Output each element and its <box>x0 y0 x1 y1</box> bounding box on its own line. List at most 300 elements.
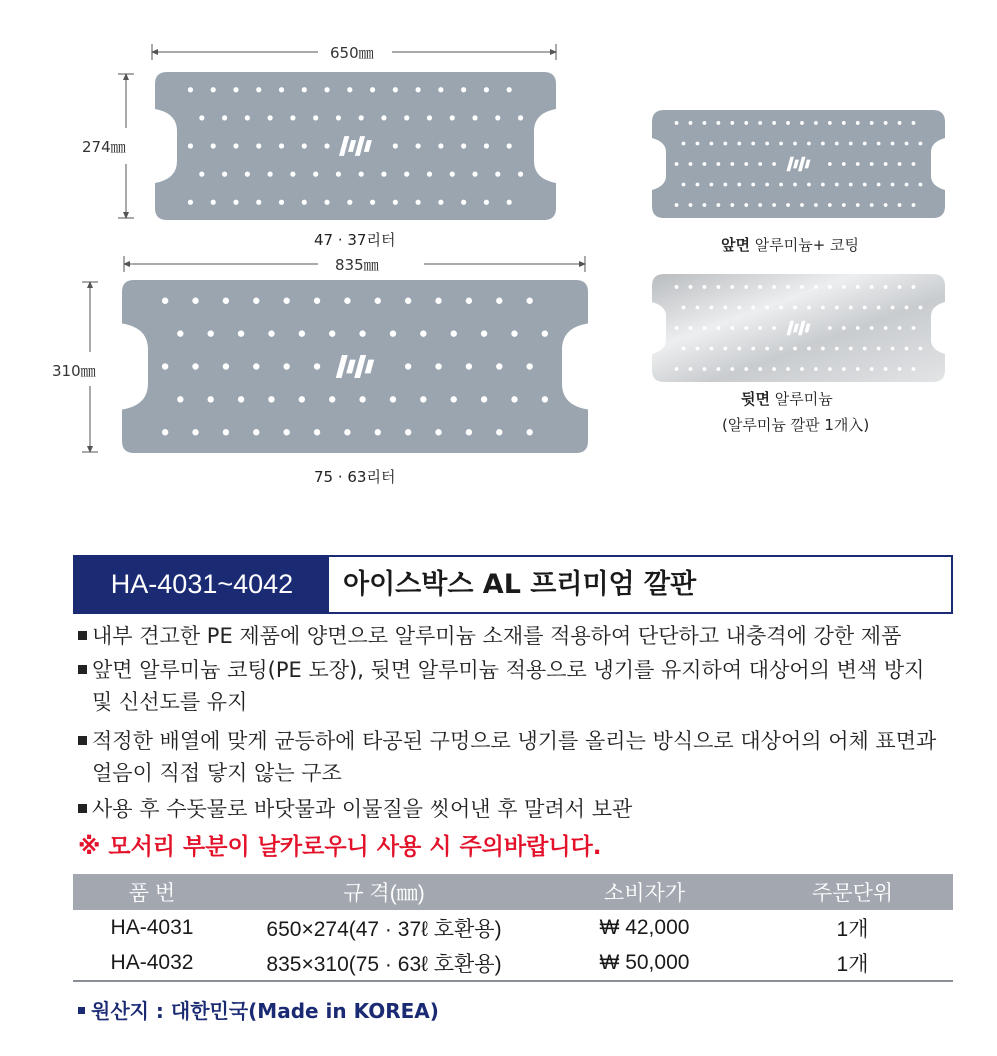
perforation-hole <box>800 203 804 207</box>
table-header-row <box>73 874 953 910</box>
feature-bullet-3-cont: 얼음이 직접 닿지 않는 구조 <box>92 761 342 785</box>
back-caption <box>741 388 833 409</box>
perforation-hole <box>744 162 748 166</box>
perforation-hole <box>765 347 769 351</box>
table-row <box>73 945 953 981</box>
perforation-hole <box>891 306 895 310</box>
perforation-hole <box>689 367 693 371</box>
perforation-hole <box>716 162 720 166</box>
perforation-hole <box>793 306 797 310</box>
perforation-hole <box>730 285 734 289</box>
perforation-hole <box>877 183 881 187</box>
perforation-hole <box>703 162 707 166</box>
perforation-hole <box>223 363 229 369</box>
perforation-hole <box>404 172 409 177</box>
perforation-hole <box>793 183 797 187</box>
perforation-hole <box>716 285 720 289</box>
perforation-hole <box>884 285 888 289</box>
perforation-hole <box>420 396 426 402</box>
perforation-hole <box>919 347 923 351</box>
perforation-hole <box>222 172 227 177</box>
perforation-hole <box>511 330 517 336</box>
header-order-unit: 주문단위 <box>752 874 953 910</box>
small-capacity-caption: 47 · 37리터 <box>314 231 396 249</box>
perforation-hole <box>870 121 874 125</box>
perforation-hole <box>870 326 874 330</box>
perforation-hole <box>208 330 214 336</box>
perforation-hole <box>905 142 909 146</box>
perforation-hole <box>211 200 216 205</box>
perforation-hole <box>390 330 396 336</box>
perforation-hole <box>905 347 909 351</box>
perforation-hole <box>359 115 364 120</box>
perforation-hole <box>253 298 259 304</box>
perforation-hole <box>484 143 489 148</box>
perforation-hole <box>898 326 902 330</box>
perforation-hole <box>484 200 489 205</box>
perforation-hole <box>675 203 679 207</box>
perforation-hole <box>450 115 455 120</box>
perforation-hole <box>192 298 198 304</box>
perforation-hole <box>877 306 881 310</box>
perforation-hole <box>324 200 329 205</box>
perforation-hole <box>279 200 284 205</box>
back-caption-note: (알루미늄 깔판 1개入) <box>722 416 870 434</box>
perforation-hole <box>199 172 204 177</box>
bullet-text: 사용 후 수돗물로 바닷물과 이물질을 씻어낸 후 말려서 보관 <box>92 797 633 821</box>
perforation-hole <box>765 306 769 310</box>
perforation-hole <box>891 183 895 187</box>
perforation-hole <box>898 121 902 125</box>
perforation-hole <box>751 183 755 187</box>
perforation-hole <box>238 330 244 336</box>
perforation-hole <box>435 363 441 369</box>
perforation-hole <box>461 200 466 205</box>
cell-order-unit: 1개 <box>752 945 953 981</box>
back-caption-text: 알루미늄 <box>769 390 833 408</box>
perforation-hole <box>737 306 741 310</box>
perforation-hole <box>256 200 261 205</box>
perforation-hole <box>863 347 867 351</box>
perforation-hole <box>245 172 250 177</box>
perforation-hole <box>905 183 909 187</box>
perforation-hole <box>390 396 396 402</box>
perforation-hole <box>884 121 888 125</box>
bullet-square-icon <box>78 665 87 674</box>
perforation-hole <box>526 429 532 435</box>
perforation-hole <box>758 121 762 125</box>
header-item-code: 품 번 <box>73 874 231 910</box>
perforation-hole <box>730 367 734 371</box>
perforation-hole <box>891 142 895 146</box>
perforation-hole <box>682 347 686 351</box>
perforation-hole <box>199 115 204 120</box>
perforation-hole <box>772 162 776 166</box>
perforation-hole <box>793 142 797 146</box>
perforation-hole <box>268 330 274 336</box>
product-title-bar <box>73 555 953 614</box>
perforation-hole <box>290 172 295 177</box>
bullet-square-icon <box>78 736 87 745</box>
perforation-hole <box>703 367 707 371</box>
bullet-text: 앞면 알루미늄 코팅(PE 도장), 뒷면 알루미늄 적용으로 냉기를 유지하여 대상어의 변색 방지 <box>92 658 925 682</box>
perforation-hole <box>807 347 811 351</box>
cell-item-code: HA-4032 <box>73 945 231 981</box>
perforation-hole <box>765 183 769 187</box>
perforation-hole <box>842 121 846 125</box>
perforation-hole <box>472 172 477 177</box>
perforation-hole <box>675 162 679 166</box>
perforation-hole <box>877 347 881 351</box>
perforation-hole <box>518 115 523 120</box>
perforation-hole <box>828 121 832 125</box>
perforation-hole <box>507 87 512 92</box>
perforation-hole <box>290 115 295 120</box>
perforation-hole <box>450 172 455 177</box>
perforation-hole <box>314 298 320 304</box>
perforation-hole <box>898 285 902 289</box>
large-width-label: 835㎜ <box>335 256 379 274</box>
perforation-hole <box>526 298 532 304</box>
perforation-hole <box>481 330 487 336</box>
perforation-hole <box>786 285 790 289</box>
origin-label <box>78 995 439 1024</box>
product-name: 아이스박스 AL 프리미엄 깔판 <box>343 569 697 600</box>
perforation-hole <box>842 162 846 166</box>
perforation-hole <box>177 330 183 336</box>
perforation-hole <box>256 143 261 148</box>
bullet-text: 내부 견고한 PE 제품에 양면으로 알루미늄 소재를 적용하여 단단하고 내충격에 강한 제품 <box>92 624 902 648</box>
perforation-hole <box>751 142 755 146</box>
perforation-hole <box>359 330 365 336</box>
perforation-hole <box>709 142 713 146</box>
perforation-hole <box>807 183 811 187</box>
perforation-hole <box>211 143 216 148</box>
perforation-hole <box>268 115 273 120</box>
bullet-square-icon <box>78 804 87 813</box>
perforation-hole <box>435 298 441 304</box>
perforation-hole <box>381 172 386 177</box>
perforation-hole <box>863 183 867 187</box>
perforation-hole <box>772 367 776 371</box>
perforation-hole <box>245 115 250 120</box>
perforation-hole <box>466 298 472 304</box>
perforation-hole <box>828 285 832 289</box>
perforation-hole <box>772 203 776 207</box>
perforation-hole <box>496 429 502 435</box>
perforation-hole <box>737 347 741 351</box>
perforation-hole <box>912 326 916 330</box>
perforation-hole <box>884 203 888 207</box>
perforation-hole <box>814 121 818 125</box>
cell-price: ₩ 42,000 <box>599 915 690 939</box>
perforation-hole <box>682 306 686 310</box>
perforation-hole <box>800 285 804 289</box>
perforation-hole <box>849 142 853 146</box>
perforation-hole <box>856 203 860 207</box>
spec-table <box>73 874 953 982</box>
perforation-hole <box>723 306 727 310</box>
perforation-hole <box>758 367 762 371</box>
perforation-hole <box>842 203 846 207</box>
perforation-hole <box>723 347 727 351</box>
perforation-hole <box>842 285 846 289</box>
perforation-hole <box>313 115 318 120</box>
perforation-hole <box>856 326 860 330</box>
perforation-hole <box>324 87 329 92</box>
perforation-hole <box>223 298 229 304</box>
perforation-hole <box>375 298 381 304</box>
cell-spec: 835×310(75 · 63ℓ 호환용) <box>231 945 537 981</box>
perforation-hole <box>898 203 902 207</box>
warning-notice: ※ 모서리 부분이 날카로우니 사용 시 주의바랍니다. <box>78 834 602 860</box>
perforation-hole <box>416 200 421 205</box>
perforation-hole <box>675 285 679 289</box>
perforation-hole <box>737 142 741 146</box>
perforation-hole <box>716 326 720 330</box>
perforation-hole <box>507 143 512 148</box>
perforation-hole <box>472 115 477 120</box>
perforation-hole <box>268 396 274 402</box>
perforation-hole <box>438 200 443 205</box>
perforation-hole <box>233 143 238 148</box>
perforation-hole <box>730 162 734 166</box>
perforation-hole <box>884 367 888 371</box>
perforation-hole <box>268 172 273 177</box>
perforation-hole <box>435 429 441 435</box>
perforation-hole <box>370 200 375 205</box>
perforation-hole <box>835 183 839 187</box>
perforation-hole <box>730 326 734 330</box>
perforation-hole <box>779 347 783 351</box>
back-plate <box>652 274 945 382</box>
perforation-hole <box>689 285 693 289</box>
perforation-hole <box>919 142 923 146</box>
perforation-hole <box>870 285 874 289</box>
perforation-hole <box>496 363 502 369</box>
perforation-hole <box>807 306 811 310</box>
perforation-hole <box>495 115 500 120</box>
perforation-hole <box>765 142 769 146</box>
perforation-hole <box>302 87 307 92</box>
perforation-hole <box>772 285 776 289</box>
perforation-hole <box>188 87 193 92</box>
perforation-hole <box>344 429 350 435</box>
perforation-hole <box>427 115 432 120</box>
perforation-hole <box>870 162 874 166</box>
perforation-hole <box>344 298 350 304</box>
perforation-hole <box>884 326 888 330</box>
perforation-hole <box>849 306 853 310</box>
perforation-hole <box>484 87 489 92</box>
small-plate <box>155 72 556 220</box>
perforation-hole <box>518 172 523 177</box>
perforation-hole <box>821 142 825 146</box>
perforation-hole <box>744 203 748 207</box>
back-caption-bold: 뒷면 <box>741 390 770 408</box>
perforation-hole <box>828 367 832 371</box>
cell-order-unit: 1개 <box>836 917 869 941</box>
perforation-hole <box>438 87 443 92</box>
perforation-hole <box>279 143 284 148</box>
perforation-hole <box>279 87 284 92</box>
perforation-hole <box>314 429 320 435</box>
perforation-hole <box>744 285 748 289</box>
perforation-hole <box>758 285 762 289</box>
bullet-square-icon <box>78 631 87 640</box>
perforation-hole <box>511 396 517 402</box>
perforation-hole <box>912 203 916 207</box>
perforation-hole <box>696 142 700 146</box>
perforation-hole <box>302 143 307 148</box>
perforation-hole <box>877 142 881 146</box>
header-spec: 규 격(㎜) <box>231 874 537 910</box>
perforation-hole <box>835 347 839 351</box>
perforation-hole <box>758 326 762 330</box>
perforation-hole <box>526 363 532 369</box>
perforation-hole <box>821 183 825 187</box>
small-width-label: 650㎜ <box>330 44 374 62</box>
feature-bullet-1 <box>78 621 901 651</box>
perforation-hole <box>821 347 825 351</box>
perforation-hole <box>786 121 790 125</box>
perforation-hole <box>233 200 238 205</box>
perforation-hole <box>302 200 307 205</box>
header-price: 소비자가 <box>537 874 752 910</box>
perforation-hole <box>420 330 426 336</box>
perforation-hole <box>329 330 335 336</box>
feature-bullet-2-cont: 및 신선도를 유지 <box>92 690 248 714</box>
perforation-hole <box>696 347 700 351</box>
perforation-hole <box>814 367 818 371</box>
perforation-hole <box>381 115 386 120</box>
perforation-hole <box>744 121 748 125</box>
perforation-hole <box>772 326 776 330</box>
large-capacity-caption: 75 · 63리터 <box>314 468 396 486</box>
perforation-hole <box>223 429 229 435</box>
large-plate <box>122 280 588 453</box>
perforation-hole <box>856 285 860 289</box>
small-height-label: 274㎜ <box>82 138 126 156</box>
perforation-hole <box>451 396 457 402</box>
origin-text: 원산지 : 대한민국(Made in KOREA) <box>91 999 439 1023</box>
perforation-hole <box>283 363 289 369</box>
perforation-hole <box>863 142 867 146</box>
perforation-hole <box>716 121 720 125</box>
table-row <box>73 910 953 945</box>
perforation-hole <box>495 172 500 177</box>
cell-item-code: HA-4031 <box>110 915 194 939</box>
perforation-hole <box>299 330 305 336</box>
perforation-hole <box>347 200 352 205</box>
perforation-hole <box>496 298 502 304</box>
perforation-hole <box>696 183 700 187</box>
perforation-hole <box>405 363 411 369</box>
perforation-hole <box>438 143 443 148</box>
perforation-hole <box>870 367 874 371</box>
perforation-hole <box>689 121 693 125</box>
perforation-hole <box>253 363 259 369</box>
perforation-hole <box>849 183 853 187</box>
perforation-hole <box>730 203 734 207</box>
perforation-hole <box>786 203 790 207</box>
perforation-hole <box>283 298 289 304</box>
perforation-hole <box>689 326 693 330</box>
perforation-hole <box>842 367 846 371</box>
cell-price: ₩ 50,000 <box>537 945 752 981</box>
perforation-hole <box>884 162 888 166</box>
perforation-hole <box>779 183 783 187</box>
plate-body <box>122 280 588 453</box>
perforation-hole <box>772 121 776 125</box>
perforation-hole <box>466 363 472 369</box>
perforation-hole <box>723 142 727 146</box>
perforation-hole <box>793 347 797 351</box>
perforation-hole <box>737 183 741 187</box>
front-caption-bold: 앞면 <box>721 236 750 254</box>
perforation-hole <box>416 143 421 148</box>
perforation-hole <box>238 396 244 402</box>
perforation-hole <box>314 363 320 369</box>
perforation-hole <box>751 347 755 351</box>
origin-square-icon <box>78 1007 85 1014</box>
perforation-hole <box>870 203 874 207</box>
perforation-hole <box>905 306 909 310</box>
perforation-hole <box>404 115 409 120</box>
perforation-hole <box>828 326 832 330</box>
perforation-hole <box>283 429 289 435</box>
perforation-hole <box>703 203 707 207</box>
perforation-hole <box>751 306 755 310</box>
perforation-hole <box>828 162 832 166</box>
perforation-hole <box>675 326 679 330</box>
perforation-hole <box>162 298 168 304</box>
perforation-hole <box>162 363 168 369</box>
perforation-hole <box>405 429 411 435</box>
perforation-hole <box>542 330 548 336</box>
perforation-hole <box>723 183 727 187</box>
perforation-hole <box>162 429 168 435</box>
perforation-hole <box>800 367 804 371</box>
feature-bullet-4 <box>78 794 632 824</box>
perforation-hole <box>786 367 790 371</box>
perforation-hole <box>856 121 860 125</box>
perforation-hole <box>898 162 902 166</box>
perforation-hole <box>542 396 548 402</box>
cell-spec: 650×274(47 · 37ℓ 호환용) <box>266 917 502 941</box>
perforation-hole <box>835 142 839 146</box>
perforation-hole <box>299 396 305 402</box>
front-caption <box>721 234 859 255</box>
perforation-hole <box>912 285 916 289</box>
perforation-hole <box>253 429 259 435</box>
perforation-hole <box>835 306 839 310</box>
perforation-hole <box>347 87 352 92</box>
perforation-hole <box>807 142 811 146</box>
perforation-hole <box>416 87 421 92</box>
product-code: HA-4031~4042 <box>75 557 329 612</box>
bullet-text: 적정한 배열에 맞게 균등하에 타공된 구멍으로 냉기를 올리는 방식으로 대상어의 어체 표면과 <box>92 729 937 753</box>
perforation-hole <box>211 87 216 92</box>
perforation-hole <box>256 87 261 92</box>
perforation-hole <box>696 306 700 310</box>
perforation-hole <box>375 429 381 435</box>
perforation-hole <box>919 306 923 310</box>
perforation-hole <box>814 203 818 207</box>
perforation-hole <box>177 396 183 402</box>
perforation-hole <box>675 121 679 125</box>
perforation-hole <box>461 87 466 92</box>
